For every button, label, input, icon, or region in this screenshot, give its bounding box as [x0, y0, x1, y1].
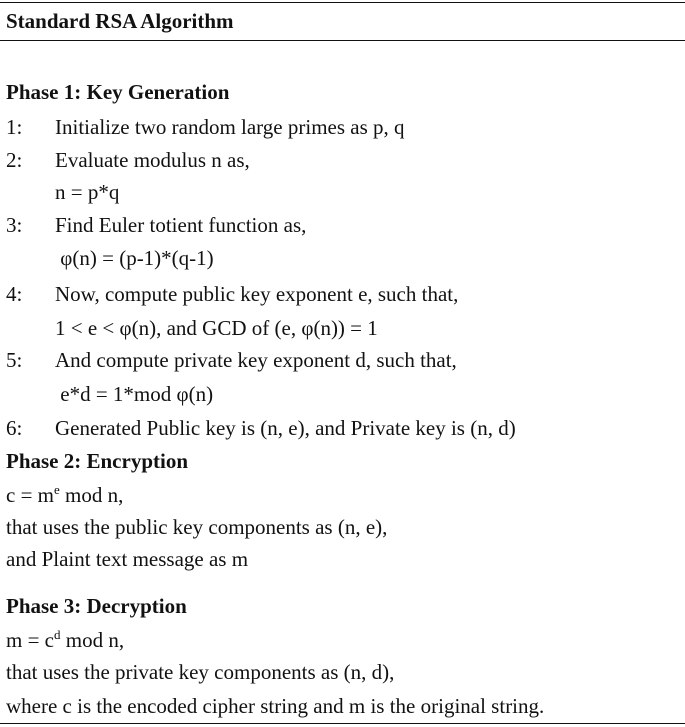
step-continuation: 1 < e < φ(n), and GCD of (e, φ(n)) = 1 [55, 316, 378, 340]
step-number: 5: [6, 348, 23, 372]
step-continuation: e*d = 1*mod φ(n) [55, 382, 214, 406]
phase2-heading: Phase 2: Encryption [6, 449, 189, 473]
step-continuation: φ(n) = (p-1)*(q-1) [55, 246, 214, 270]
table-top-rule [0, 2, 685, 3]
step-continuation: n = p*q [55, 180, 120, 204]
step-number: 4: [6, 282, 23, 306]
formula-base: c = m [6, 483, 54, 507]
step-text: Evaluate modulus n as, [55, 148, 250, 172]
step-text: Initialize two random large primes as p, q [55, 115, 405, 139]
decryption-line: that uses the private key components as (n, d), [6, 660, 395, 684]
encryption-formula [6, 483, 123, 507]
step-number: 3: [6, 213, 23, 237]
table-header-rule [0, 40, 685, 41]
phase3-heading: Phase 3: Decryption [6, 594, 187, 618]
step-number: 2: [6, 148, 23, 172]
encryption-line: and Plaint text message as m [6, 547, 249, 571]
step-number: 1: [6, 115, 23, 139]
formula-exponent: d [54, 627, 61, 642]
step-text: Find Euler totient function as, [55, 213, 307, 237]
formula-rest: mod n, [60, 628, 125, 652]
decryption-formula [6, 628, 124, 652]
step-text: Generated Public key is (n, e), and Private key is (n, d) [55, 416, 516, 440]
algorithm-title: Standard RSA Algorithm [6, 9, 234, 33]
step-text: And compute private key exponent d, such that, [55, 348, 457, 372]
step-number: 6: [6, 416, 23, 440]
phase1-heading: Phase 1: Key Generation [6, 80, 230, 104]
step-text: Now, compute public key exponent e, such that, [55, 282, 459, 306]
table-bottom-rule [0, 723, 685, 724]
formula-exponent: e [54, 482, 60, 497]
formula-rest: mod n, [59, 483, 124, 507]
encryption-line: that uses the public key components as (n, e), [6, 515, 388, 539]
decryption-line: where c is the encoded cipher string and m is the original string. [6, 694, 545, 718]
formula-base: m = c [6, 628, 54, 652]
